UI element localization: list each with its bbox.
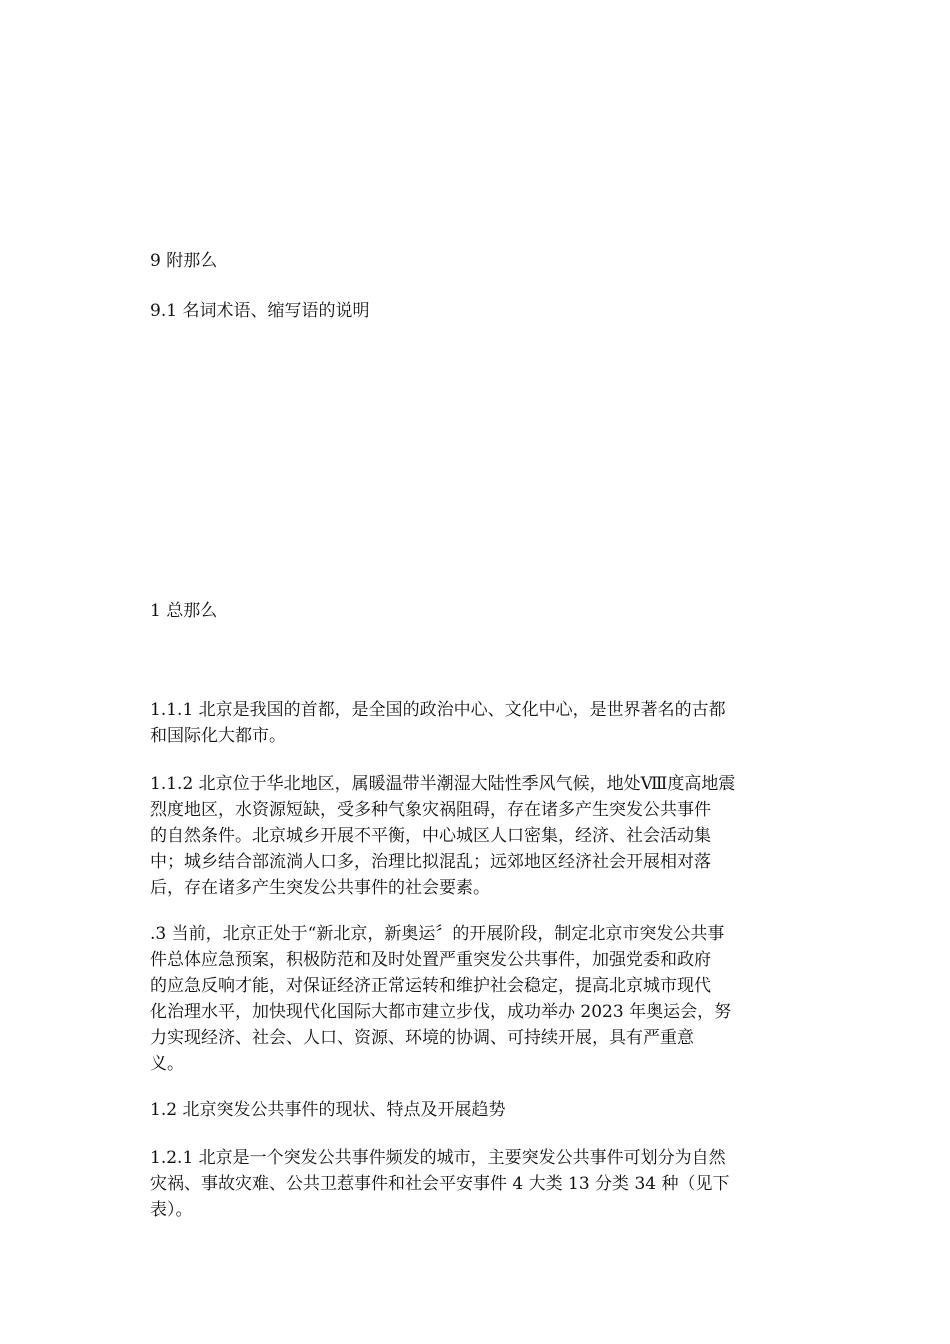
paragraph-line: 1.1.1 北京是我国的首都，是全国的政治中心、文化中心，是世界著名的古都 xyxy=(150,700,726,720)
paragraph-line: 后，存在诸多产生突发公共事件的社会要素。 xyxy=(150,878,490,898)
paragraph-line: 化治理水平，加快现代化国际大都市建立步伐，成功举办 2023 年奥运会，努 xyxy=(150,1002,732,1022)
paragraph-line: .3 当前，北京正处于“新北京，新奥运〞的开展阶段，制定北京市突发公共事 xyxy=(150,924,725,944)
paragraph-1-2-1 xyxy=(150,1145,795,1223)
paragraph-line: 表）。 xyxy=(150,1200,193,1220)
paragraph-line: 的应急反响才能，对保证经济正常运转和维护社会稳定，提高北京城市现代 xyxy=(150,976,711,996)
paragraph-line: 的自然条件。北京城乡开展不平衡，中心城区人口密集，经济、社会活动集 xyxy=(150,826,711,846)
paragraph-line: 烈度地区，水资源短缺，受多种气象灾祸阻碍，存在诸多产生突发公共事件 xyxy=(150,800,711,820)
paragraph-1-1-2 xyxy=(150,771,795,901)
paragraph-line: 义。 xyxy=(150,1054,184,1074)
paragraph-1-1-3 xyxy=(150,921,795,1077)
paragraph-line: 1.2.1 北京是一个突发公共事件频发的城市，主要突发公共事件可划分为自然 xyxy=(150,1148,726,1168)
paragraph-line: 件总体应急预案，积极防范和及时处置严重突发公共事件，加强党委和政府 xyxy=(150,950,711,970)
section-9-title: 9 附那么 xyxy=(150,251,218,271)
paragraph-line: 1.1.2 北京位于华北地区，属暖温带半潮湿大陆性季风气候，地处Ⅷ度高地震 xyxy=(150,774,736,794)
paragraph-line: 灾祸、事故灾难、公共卫惹事件和社会平安事件 4 大类 13 分类 34 种（见下 xyxy=(150,1174,730,1194)
section-1-title: 1 总那么 xyxy=(150,601,218,621)
section-9-1-title: 9.1 名词术语、缩写语的说明 xyxy=(150,301,370,321)
paragraph-line: 力实现经济、社会、人口、资源、环境的协调、可持续开展，具有严重意 xyxy=(150,1028,694,1048)
section-1-2-title: 1.2 北京突发公共事件的现状、特点及开展趋势 xyxy=(150,1100,506,1120)
paragraph-line: 中；城乡结合部流淌人口多，治理比拟混乱；远郊地区经济社会开展相对落 xyxy=(150,852,711,872)
paragraph-line: 和国际化大都市。 xyxy=(150,726,286,746)
paragraph-1-1-1 xyxy=(150,697,795,749)
